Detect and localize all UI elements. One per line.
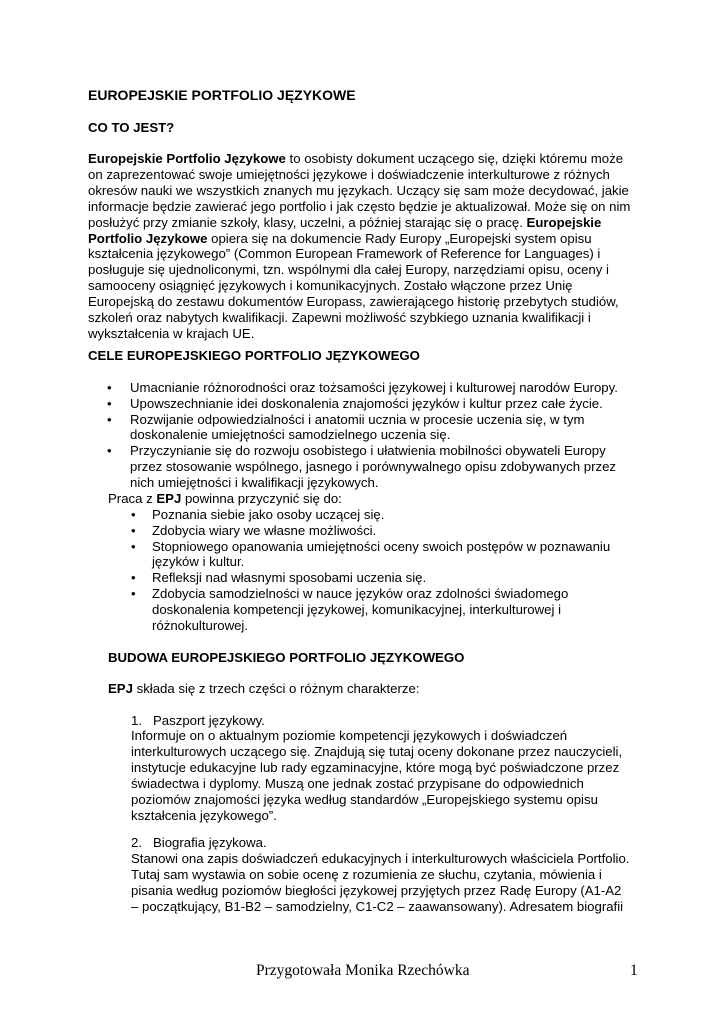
paragraph-line: posługuje się ujednoliconymi, tzn. wspólnymi dla całej Europy, narzędziami opisu, oceny i: [88, 262, 609, 278]
paragraph-line: świadectwa i dyplomy. Muszą one jednak zostać przypisane do odpowiednich: [131, 775, 584, 791]
part-1-paragraph: [131, 728, 691, 823]
paragraph-line: poziomów znajomości języka według standardów „Europejskiego systemu opisu: [131, 791, 598, 807]
part-2-paragraph: [131, 851, 691, 915]
paragraph-line: pisania według poziomów biegłości językowej przyjętych przez Radę Europy (A1-A2: [131, 882, 622, 898]
bullet-item-line: Rozwijanie odpowiedzialności i anatomii ucznia w procesie uczenia się, w tym: [130, 411, 585, 427]
bullet-item-line: różnokulturowej.: [152, 617, 249, 633]
paragraph-line: Europejskie Portfolio Językowe to osobisty dokument uczącego się, dzięki któremu może: [88, 151, 624, 166]
bullet-item-line: doskonalenia kompetencji językowej, komunikacyjnej, interkulturowej i: [152, 601, 562, 617]
section1-paragraph: [88, 151, 648, 342]
bullet-item-line: przez stosowanie wspólnego, jasnego i porównywalnego opisu zdobywanych przez: [130, 459, 617, 474]
bullet-item-line: nich umiejętności i kwalifikacji językowych.: [130, 474, 379, 490]
paragraph-line: samooceny osiągnięć językowych i komunikacyjnych. Zostało włączone przez Unię: [88, 278, 573, 294]
bullet-icon: •: [131, 507, 136, 522]
bullet-item-line: Upowszechnianie idei doskonalenia znajomości języków i kultur przez całe życie.: [130, 395, 603, 411]
paragraph-line: okresów nauki we wszystkich znanych mu językach. Uczący się sam może decydować, jakie: [88, 182, 629, 198]
part-2-title: 2. Biografia językowa.: [131, 835, 267, 850]
paragraph-line: – początkujący, B1-B2 – samodzielny, C1-C2 – zaawansowany). Adresatem biografii: [131, 898, 624, 914]
paragraph-line: Stanowi ona zapis doświadczeń edukacyjnych i interkulturowych właściciela Portfolio.: [131, 851, 630, 866]
bullet-item-line: Umacnianie różnorodności oraz tożsamości językowej i kulturowej narodów Europy.: [130, 380, 618, 395]
bullet-item-line: doskonalenie umiejętności samodzielnego uczenia się.: [130, 427, 451, 443]
section-heading-what-is-it: CO TO JEST?: [88, 120, 175, 135]
bullet-icon: •: [107, 411, 112, 427]
paragraph-line: kształcenia językowego” (Common European Framework of Reference for Languages) i: [88, 246, 601, 262]
paragraph-line: Portfolio Językowe opiera się na dokumencie Rady Europy „Europejski system opisu: [88, 230, 592, 246]
paragraph-line: szkoleń oraz nabytych kwalifikacji. Zapewni możliwość szybkiego uznania kwalifikacji i: [88, 310, 591, 326]
paragraph-line: Europejską do zestawu dokumentów Europass, zawierającego historię przebytych studiów,: [88, 294, 619, 310]
bullet-icon: •: [107, 443, 112, 459]
bullet-item-line: Zdobycia wiary we własne możliwości.: [152, 522, 377, 538]
part-1-title: 1. Paszport językowy.: [131, 713, 265, 728]
bullet-item-line: Poznania siebie jako osoby uczącej się.: [152, 507, 385, 522]
bullet-item-line: Refleksji nad własnymi sposobami uczenia się.: [152, 570, 427, 586]
paragraph-line: Tutaj sam wystawia on sobie ocenę z rozumienia ze słuchu, czytania, mówienia i: [131, 866, 602, 882]
paragraph-line: interkulturowych uczącego się. Znajdują się tutaj oceny dokonane przez nauczycieli,: [131, 743, 623, 759]
paragraph-line: kształcenia językowego”.: [131, 807, 277, 823]
document-title: EUROPEJSKIE PORTFOLIO JĘZYKOWE: [88, 87, 356, 103]
paragraph-line: posłużyć przy zmianie szkoły, klasy, uczelni, a później starając się o pracę. Europejskie: [88, 214, 602, 230]
paragraph-line: Informuje on o aktualnym poziomie kompetencji językowych i doświadczeń: [131, 728, 568, 743]
bullet-item-line: Zdobycia samodzielności w nauce języków oraz zdolności świadomego: [152, 586, 569, 601]
bullet-icon: •: [107, 380, 112, 395]
paragraph-line: informacje będzie zawierać jego portfolio i jak często będzie je aktualizował. Może się on nim: [88, 198, 631, 214]
paragraph-line: wykształcenia w krajach UE.: [88, 325, 255, 341]
section-heading-structure: BUDOWA EUROPEJSKIEGO PORTFOLIO JĘZYKOWEGO: [108, 650, 465, 665]
paragraph-line: instytucje edukacyjne lub rady egzaminacyjne, które mogą być poświadczone przez: [131, 759, 620, 775]
paragraph-line: on zaprezentować swoje umiejętności językowe i doświadczenie interkulturowe z różnych: [88, 166, 610, 182]
bullet-icon: •: [107, 395, 112, 411]
bullet-icon: •: [131, 586, 136, 601]
footer-author: Przygotowała Monika Rzechówka: [256, 962, 470, 979]
work-intro: Praca z EPJ powinna przyczynić się do:: [108, 491, 342, 506]
structure-intro: EPJ składa się z trzech części o różnym charakterze:: [108, 681, 420, 696]
bullet-icon: •: [131, 538, 136, 554]
bullet-icon: •: [131, 522, 136, 538]
page-number: 1: [630, 962, 638, 979]
bullet-item-line: Stopniowego opanowania umiejętności oceny swoich postępów w poznawaniu: [152, 538, 611, 554]
bullet-item-line: Przyczynianie się do rozwoju osobistego i ułatwienia mobilności obywateli Europy: [130, 443, 606, 459]
bullet-item-line: języków i kultur.: [152, 554, 245, 570]
section-heading-goals: CELE EUROPEJSKIEGO PORTFOLIO JĘZYKOWEGO: [88, 348, 420, 363]
bullet-icon: •: [131, 570, 136, 586]
